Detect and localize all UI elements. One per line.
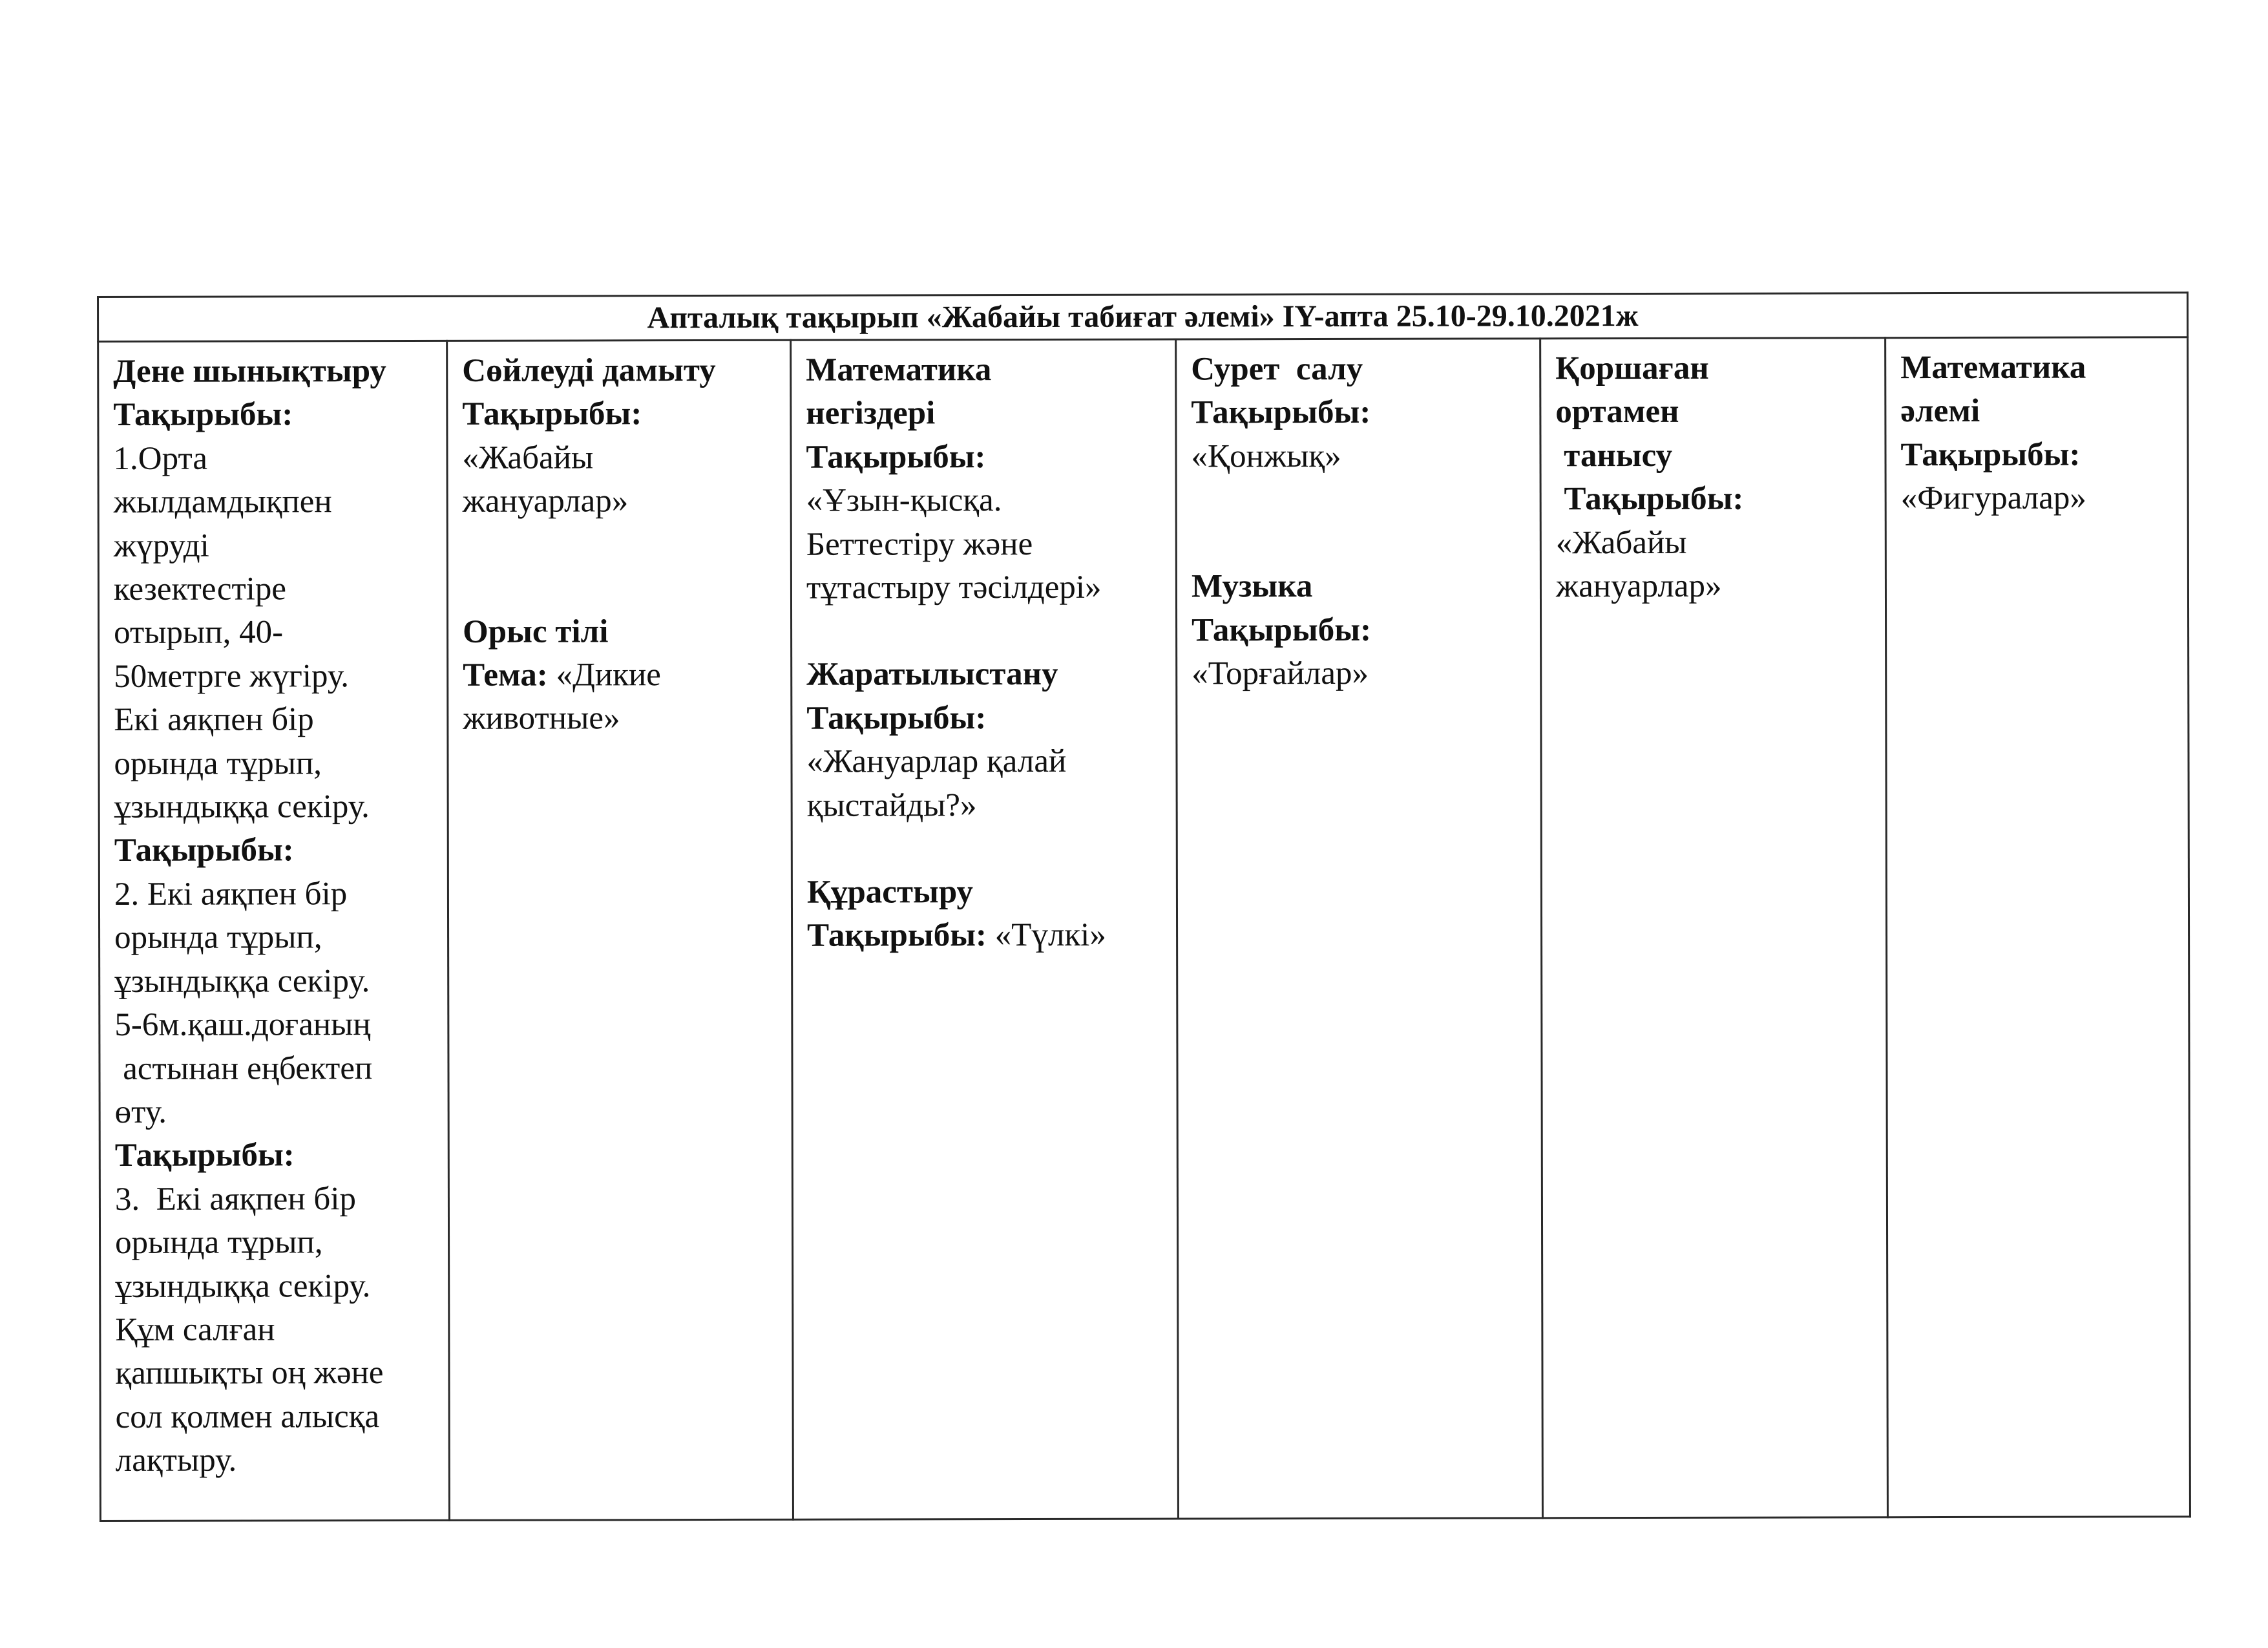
topic-line: қыстайды?» — [806, 787, 977, 824]
topic-line: отырып, 40- — [114, 614, 284, 651]
topic-label: Тақырыбы: — [1900, 436, 2081, 473]
topic-label: Тақырыбы: — [113, 396, 293, 434]
subject-heading: Сөйлеуді дамыту — [462, 352, 716, 389]
column-drawing — [1176, 339, 1543, 1519]
subject-heading: негіздері — [806, 395, 936, 432]
topic-line: тұтастыру тәсілдері» — [806, 569, 1102, 606]
topic-line: «Жабайы — [1555, 524, 1687, 561]
topic-line: 3. Екі аяқпен бір — [114, 1180, 357, 1218]
topic-line: жүруді — [113, 527, 209, 564]
topic-label: Тема: — [463, 657, 548, 693]
topic-line: «Жануарлар қалай — [806, 743, 1067, 780]
topic-label: Тақырыбы: — [1191, 394, 1371, 431]
subject-heading: әлемі — [1900, 393, 1980, 430]
subject-heading: Математика — [806, 352, 992, 388]
weekly-plan-table — [97, 291, 2191, 1522]
topic-line: Құм салған — [115, 1311, 275, 1348]
topic-line: өту. — [114, 1093, 167, 1130]
column-environment — [1540, 338, 1888, 1518]
topic-line: сол қолмен алысқа — [115, 1398, 380, 1435]
topic-line: «Қонжық» — [1191, 438, 1341, 475]
topic-line: 2. Екі аяқпен бір — [114, 876, 348, 913]
column-math-basics — [791, 339, 1179, 1519]
topic-line: лақтыру. — [115, 1442, 237, 1479]
topic-line: жылдамдықпен — [113, 483, 332, 521]
subject-heading: Дене шынықтыру — [113, 353, 386, 390]
topic-line: қапшықты оң және — [115, 1355, 384, 1392]
topic-line: «Фигуралар» — [1900, 480, 2086, 517]
column-physical-education — [98, 341, 450, 1521]
subject-heading: Жаратылыстану — [806, 656, 1058, 693]
topic-line: орында тұрып, — [115, 1224, 323, 1262]
subject-heading: танысу — [1555, 437, 1673, 474]
topic-label: Тақырыбы: — [462, 396, 642, 433]
subject-heading: ортамен — [1555, 394, 1679, 430]
topic-line: астынан еңбектеп — [114, 1050, 373, 1087]
topic-label: Тақырыбы: — [1555, 480, 1744, 518]
subject-heading: Қоршаған — [1555, 350, 1709, 387]
topic-text: «Дикие — [547, 657, 661, 693]
topic-label: Тақырыбы: — [114, 832, 294, 869]
topic-line: 5-6м.қаш.доғаның — [114, 1006, 371, 1044]
topic-label: Тақырыбы: — [806, 699, 987, 737]
column-math-world — [1885, 337, 2190, 1517]
topic-line: жануарлар» — [1555, 567, 1722, 605]
subject-heading: Құрастыру — [806, 874, 974, 911]
topic-line: кезектестіре — [113, 571, 287, 607]
topic-line: ұзындыққа секіру. — [114, 788, 370, 826]
topic-line: 1.Орта — [113, 440, 208, 477]
topic-line: животные» — [463, 700, 620, 737]
column-speech-development — [447, 340, 793, 1520]
topic-line: жануарлар» — [462, 483, 629, 520]
topic-line: «Торғайлар» — [1192, 655, 1369, 692]
topic-line: орында тұрып, — [114, 919, 322, 956]
topic-line: 50метрге жүгіру. — [114, 658, 350, 695]
topic-label: Тақырыбы: — [806, 438, 986, 476]
topic-line: ұзындыққа секіру. — [115, 1267, 371, 1305]
subject-heading: Математика — [1900, 349, 2086, 386]
topic-line: орында тұрып, — [114, 745, 322, 782]
topic-label: Тақырыбы: — [807, 917, 987, 955]
subject-heading: Сурет салу — [1191, 350, 1363, 388]
topic-label: Тақырыбы: — [1192, 611, 1372, 649]
subject-heading: Музыка — [1191, 568, 1313, 605]
topic-line: «Ұзын-қысқа. — [806, 482, 1002, 519]
topic-line: Беттестіру және — [806, 525, 1033, 563]
topic-text: «Түлкі» — [986, 917, 1106, 954]
topic-label: Тақырыбы: — [114, 1137, 295, 1174]
topic-line: Екі аяқпен бір — [114, 701, 314, 739]
topic-line: «Жабайы — [462, 439, 594, 476]
topic-line: ұзындыққа секіру. — [114, 962, 370, 1000]
weekly-topic-title: Апталық тақырып «Жабайы табиғат әлемі» IY-апта 25.10-29.10.2021ж — [98, 293, 2188, 342]
subject-heading: Орыс тілі — [463, 613, 609, 650]
